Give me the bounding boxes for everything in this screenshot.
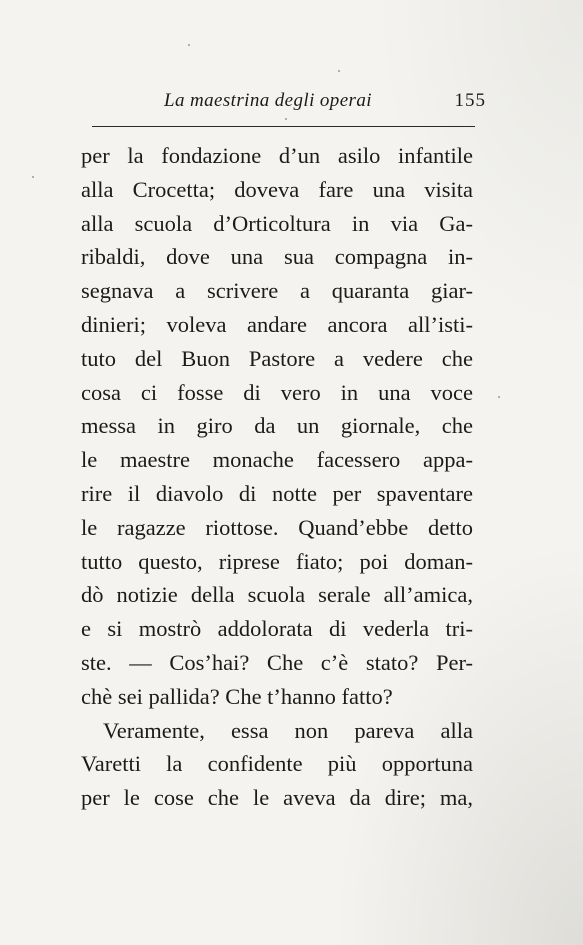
text-line: le maestre monache facessero appa- xyxy=(81,447,473,473)
running-title: La maestrina degli operai xyxy=(164,90,372,111)
text-line: dinieri; voleva andare ancora all’isti- xyxy=(81,311,473,337)
header-rule xyxy=(92,126,475,127)
text-line: alla scuola d’Orticoltura in via Ga- xyxy=(81,210,473,236)
text-line-paragraph-start: Veramente, essa non pareva alla xyxy=(103,717,473,743)
text-line: Varetti la confidente più opportuna xyxy=(81,751,473,777)
text-line: cosa ci fosse di vero in una voce xyxy=(81,379,473,405)
text-line: rire il diavolo di notte per spaventare xyxy=(81,480,473,506)
text-line: alla Crocetta; doveva fare una visita xyxy=(81,176,473,202)
text-line: le ragazze riottose. Quand’ebbe detto xyxy=(81,514,473,540)
page-header xyxy=(92,82,486,116)
body-text xyxy=(81,139,473,815)
text-line: dò notizie della scuola serale all’amica, xyxy=(81,582,473,608)
text-line-paragraph-end: chè sei pallida? Che t’hanno fatto? xyxy=(81,683,393,709)
text-line: tuto del Buon Pastore a vedere che xyxy=(81,345,473,371)
text-line: e si mostrò addolorata di vederla tri- xyxy=(81,616,473,642)
text-line: messa in giro da un giornale, che xyxy=(81,413,473,439)
text-line: tutto questo, riprese fiato; poi doman- xyxy=(81,548,473,574)
text-line: ste. — Cos’hai? Che c’è stato? Per- xyxy=(81,649,473,675)
text-line: per la fondazione d’un asilo infantile xyxy=(81,143,473,168)
page-number: 155 xyxy=(454,90,486,111)
text-line: per le cose che le aveva da dire; ma, xyxy=(81,785,473,811)
text-line: ribaldi, dove una sua compagna in- xyxy=(81,244,473,270)
text-line: segnava a scrivere a quaranta giar- xyxy=(81,278,473,304)
